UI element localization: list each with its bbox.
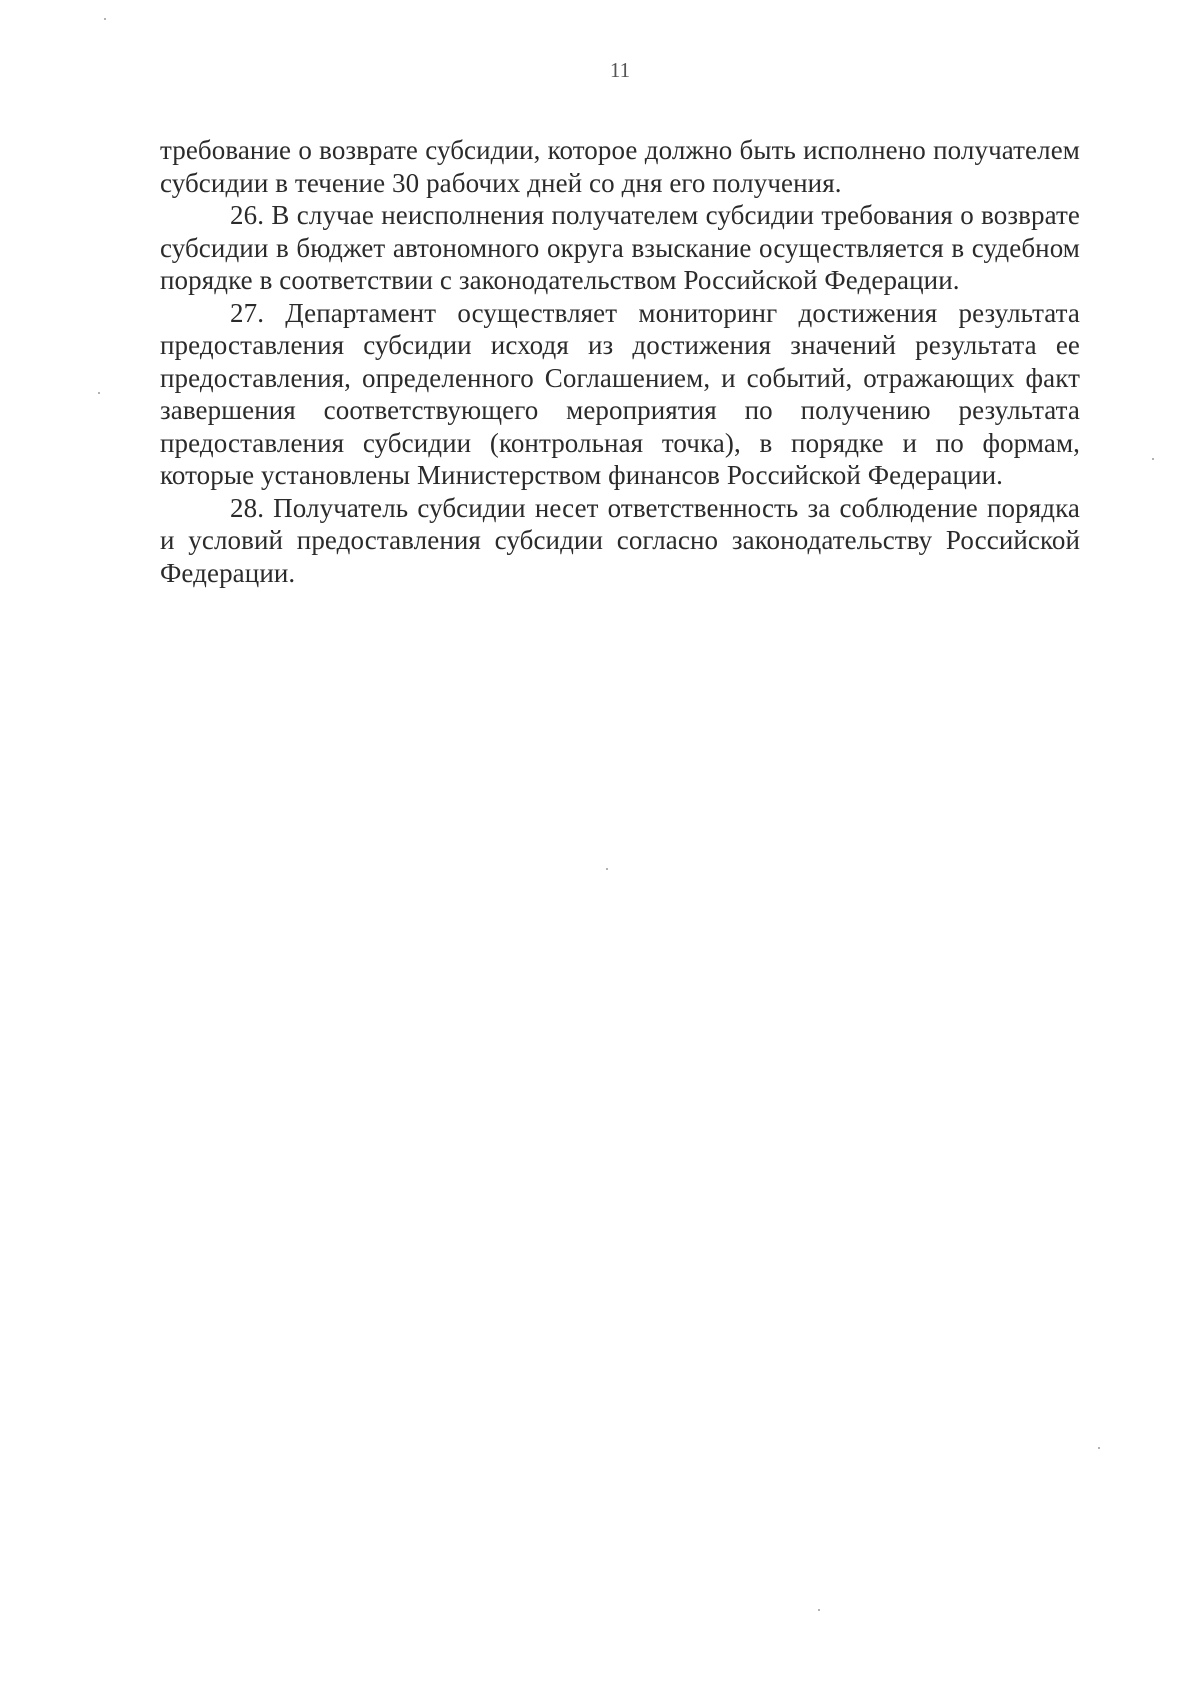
scan-speck [1152, 458, 1154, 460]
paragraph-28: 28. Получатель субсидии несет ответственность за соблюдение порядка и условий предоставления субсидии согласно законодательству Российской Федерации. [160, 492, 1080, 588]
scan-speck [606, 868, 608, 870]
document-body [160, 134, 1080, 589]
paragraph-continuation: требование о возврате субсидии, которое должно быть исполнено получателем субсидии в течение 30 рабочих дней со дня его получения. [160, 135, 1080, 198]
paragraph-27: 27. Департамент осуществляет мониторинг достижения результата предоставления субсидии исходя из достижения значений результата ее предоставления, определенного Соглашением, и событий, отражающих факт завершения соответствующего мероприятия по получению результата предоставления субсидии (контрольная точка), в порядке и по формам, которые установлены Министерством финансов Российской Федерации. [160, 297, 1080, 490]
page-number: 11 [609, 58, 631, 82]
scan-speck [818, 1609, 820, 1611]
paragraph-26: 26. В случае неисполнения получателем субсидии требования о возврате субсидии в бюджет автономного округа взыскание осуществляется в судебном порядке в соответствии с законодательством Российской Федерации. [160, 200, 1080, 295]
scan-speck [1098, 1447, 1100, 1449]
scan-speck [104, 18, 106, 20]
scan-speck [98, 392, 100, 394]
